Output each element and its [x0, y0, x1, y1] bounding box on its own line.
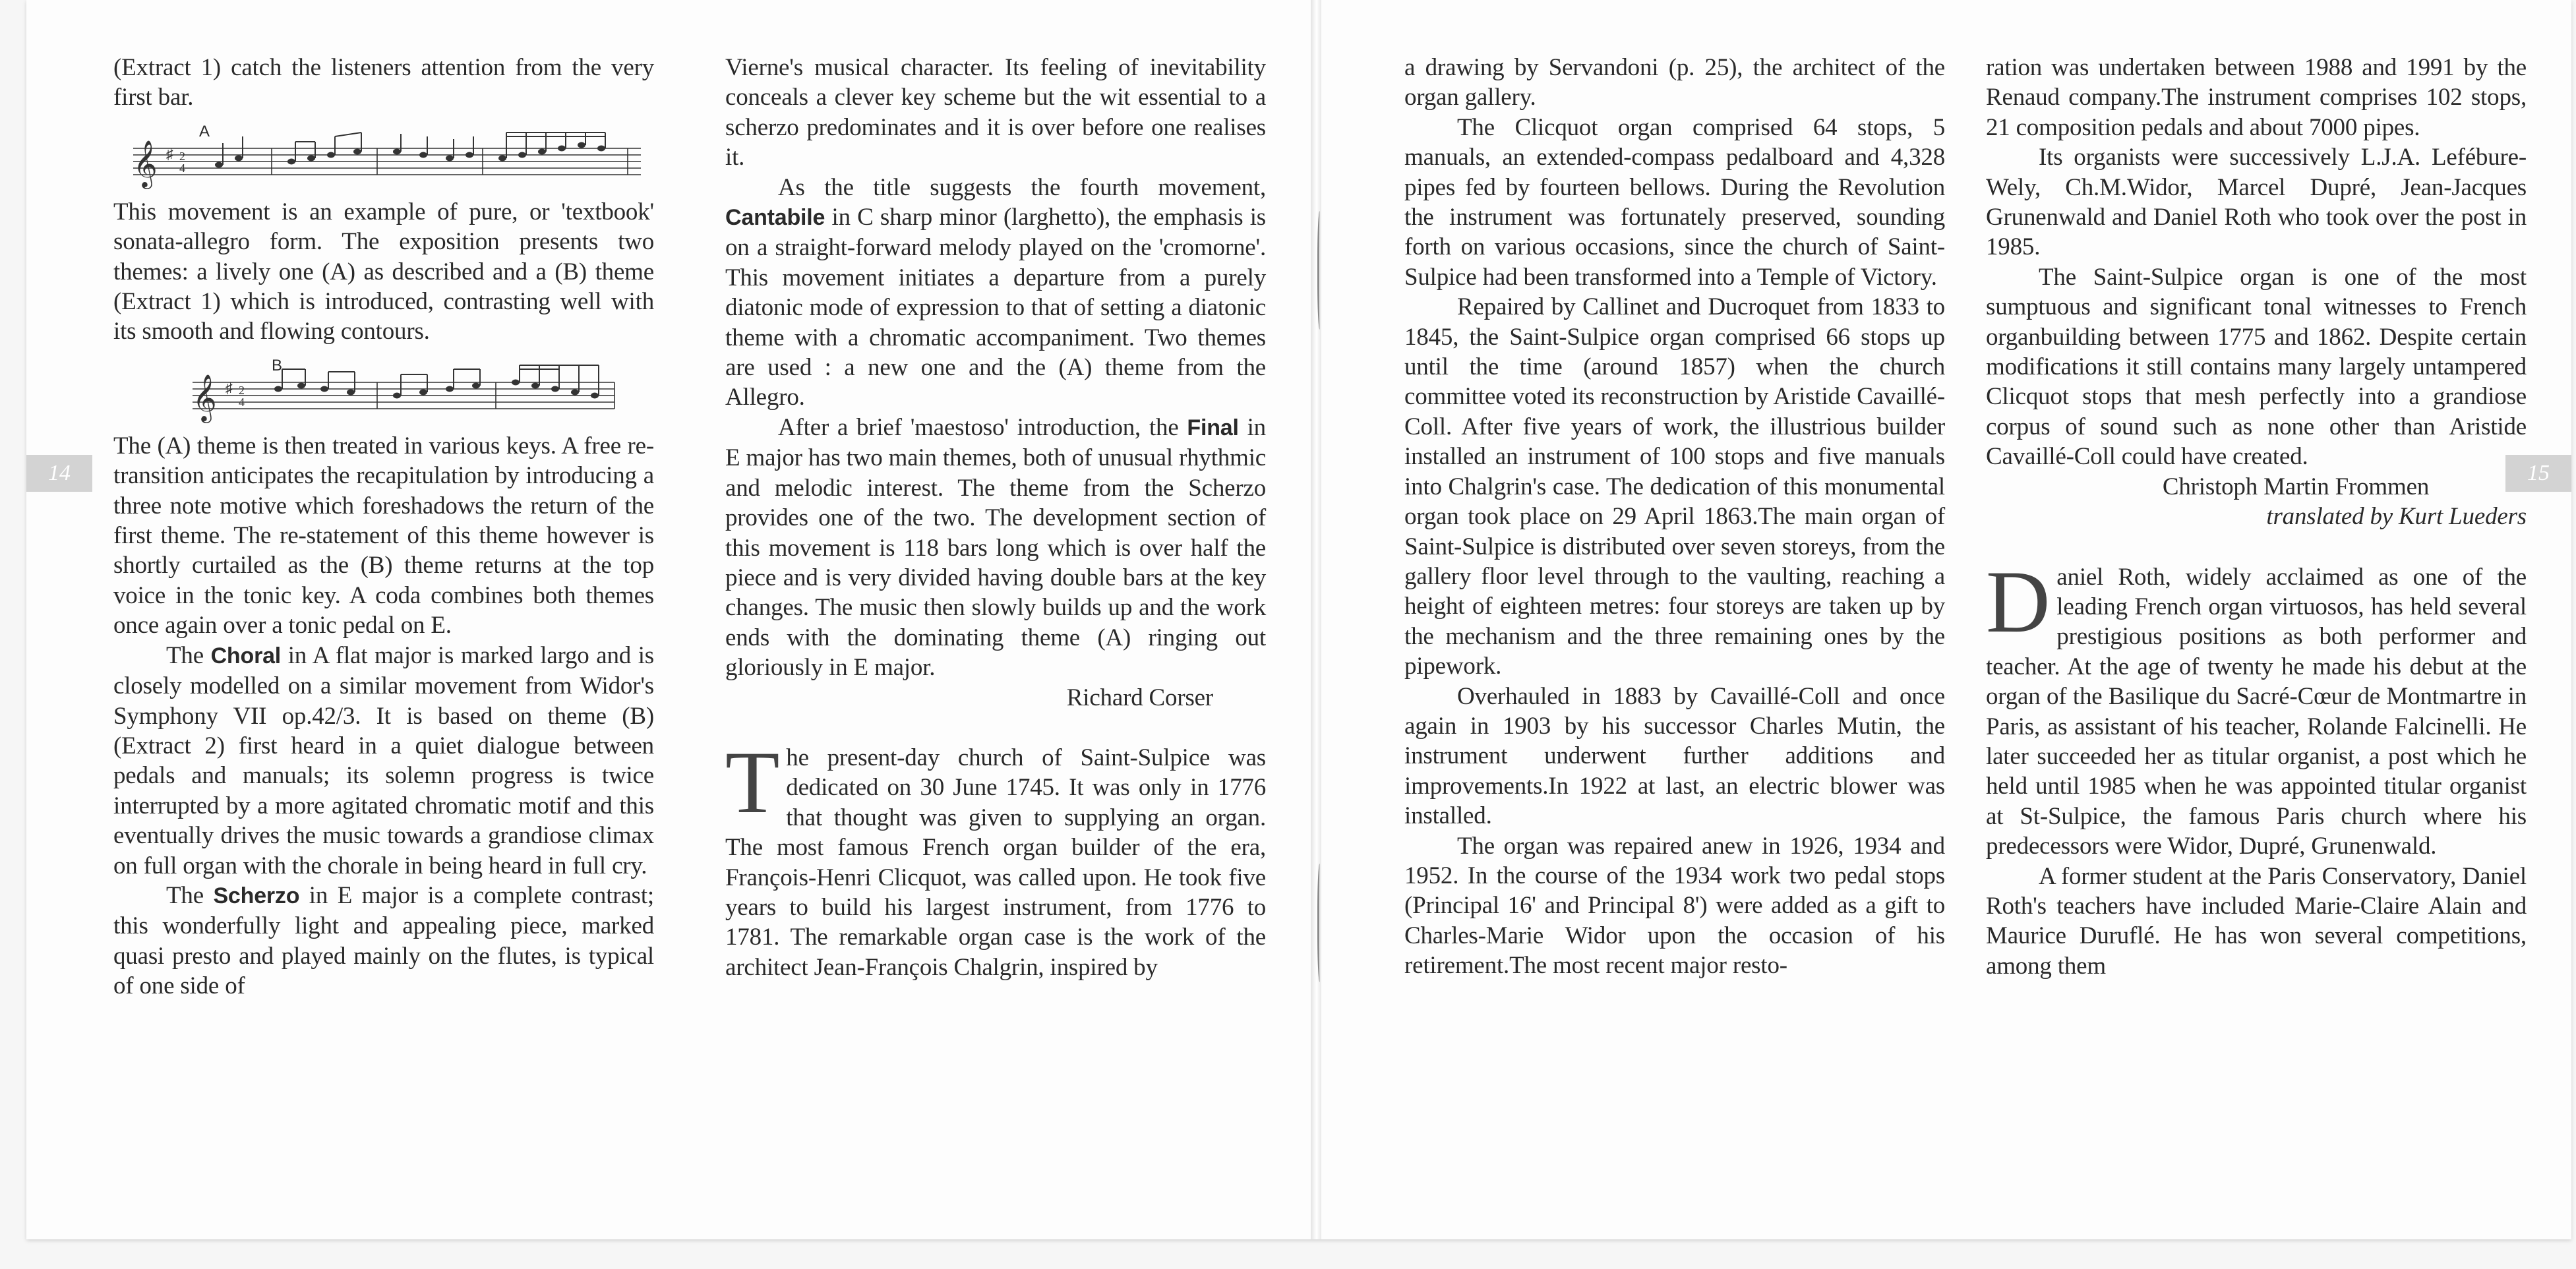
col4-p4-text: aniel Roth, widely acclaimed as one of the leading French organ virtuosos, has held several prestigious positions as both performer and teacher. At the age of twenty he made his debut at the organ of the Basilique du Sacré-Cœur de Montmartre in Paris, as assistant of his teacher, Rolande Falcinelli. He later succeeded her as titular organist, a post which he held until 1985 when he was appointed titular organist at St-Sulpice, the famous Paris church where his predecessors were Widor, Dupré, Grunenwald.: [1986, 563, 2527, 860]
col3-paragraph-1: a drawing by Servandoni (p. 25), the architect of the organ gallery.: [1404, 54, 1945, 111]
col1-p4-pre: The: [166, 641, 211, 669]
dropcap-d: D: [1986, 552, 2051, 651]
col1-paragraph-1: (Extract 1) catch the listeners attention from the very first bar.: [113, 54, 654, 111]
col1-paragraph-3: The (A) theme is then treated in various keys. A free re-transition anticipates the recapitulation by introducing a three note motive which foreshadows the return of the first theme. The re-statement of this theme however is shortly curtailed as the (B) theme returns at the top voice in the tonic key. A coda combines both themes once again over a tonic pedal on E.: [113, 432, 654, 639]
svg-text:2: 2: [239, 383, 245, 397]
scherzo-heading: Scherzo: [213, 883, 300, 908]
col4-paragraph-3: The Saint-Sulpice organ is one of the most sumptuous and significant tonal witnesses to French organbuilding between 1775 and 1862. Despite certain modifications it still contains many largely untampered Clicquot stops that mesh perfectly into a grandiose corpus of sound such as none other than Aristide Cavaillé-Coll could have created.: [1986, 263, 2527, 471]
col3-paragraph-2: The Clicquot organ comprised 64 stops, 5 manuals, an extended-compass pedalboard and 4,328 pipes fed by fourteen bellows. During the Revolution the instrument was fortunately preserved, sounding forth on various occasions, since the church of Saint-Sulpice had been transformed into a Temple of Victory.: [1404, 113, 1945, 291]
page-number-left: 14: [26, 455, 92, 492]
dropcap-t: T: [725, 733, 780, 832]
svg-text:𝄞: 𝄞: [133, 141, 158, 187]
signature-frommen: Christoph Martin Frommen: [2162, 473, 2430, 500]
music-extract-b: [113, 351, 654, 430]
final-heading: Final: [1187, 415, 1239, 440]
staff-b-svg: [113, 351, 654, 430]
choral-heading: Choral: [210, 643, 282, 668]
column-3: [1404, 53, 1945, 981]
col2-paragraph-1: Vierne's musical character. Its feeling of inevitability conceals a clever key scheme but the wit essential to a scherzo predominates and it is over before one realises it.: [725, 54, 1266, 171]
col1-p5-pre: The: [166, 881, 214, 909]
column-2: [725, 53, 1266, 982]
extract-b-label: B: [272, 356, 282, 374]
svg-text:♯: ♯: [225, 379, 233, 396]
staple-top: [1317, 211, 1323, 330]
col4-paragraph-5: A former student at the Paris Conservatory, Daniel Roth's teachers have included Marie-Claire Alain and Maurice Duruflé. He has won several competitions, among them: [1986, 862, 2527, 980]
col4-paragraph-4: [1986, 552, 2527, 862]
column-4: [1986, 53, 2527, 981]
staff-a-svg: [113, 117, 654, 196]
staple-bottom: [1317, 864, 1323, 982]
svg-text:4: 4: [239, 395, 245, 409]
col1-paragraph-5: [113, 881, 654, 1001]
col1-p5-post: in E major is a complete contrast; this wonderfully light and appealing piece, marked quasi presto and played mainly on the flutes, is typical of one side of: [113, 881, 655, 1000]
col2-p2-pre: As the title suggests the fourth movement,: [778, 173, 1266, 201]
col2-paragraph-3: [725, 413, 1266, 683]
col2-paragraph-2: [725, 173, 1266, 413]
col4-paragraph-2: Its organists were successively L.J.A. Lefébure-Wely, Ch.M.Widor, Marcel Dupré, Jean-Jacques Grunenwald and Daniel Roth who took over the post in 1985.: [1986, 144, 2527, 261]
booklet-spread: [26, 0, 2571, 1239]
svg-text:𝄞: 𝄞: [193, 375, 217, 421]
col1-p4-post: in A flat major is marked largo and is closely modelled on a similar movement from Widor's Symphony VII op.42/3. It is based on theme (B) (Extract 2) first heard in a quiet dialogue between pedals and manuals; its solemn progress is twice interrupted by a more agitated chromatic motif and this eventually drives the music towards a grandiose climax on full organ with the chorale in being heard in full cry.: [113, 641, 654, 879]
col3-paragraph-3: Repaired by Callinet and Ducroquet from 1833 to 1845, the Saint-Sulpice organ comprised 66 stops up until the time (around 1857) when the church committee voted its reconstruction by Aristide Cavaillé-Coll. After five years of work, the illustrious builder installed an instrument of 100 stops and five manuals into Chalgrin's case. The dedication of this monumental organ took place on 29 April 1863.The main organ of Saint-Sulpice is distributed over seven storeys, from the gallery floor level through to the vaulting, reaching a height of eighteen metres: four storeys are taken up by the mechanism and the three remaining ones by the pipework.: [1404, 293, 1945, 680]
col3-paragraph-5: The organ was repaired anew in 1926, 1934 and 1952. In the course of the 1934 work two pedal stops (Principal 16' and Principal 8') were added as a gift to Charles-Marie Widor upon the occasion of his retirement.The most recent major resto-: [1404, 832, 1945, 980]
svg-text:♯: ♯: [166, 145, 173, 162]
col2-paragraph-4: [725, 733, 1266, 982]
col3-paragraph-4: Overhauled in 1883 by Cavaillé-Coll and once again in 1903 by his successor Charles Mutin, the instrument underwent further additions and improvements.In 1922 at last, an electric blower was installed.: [1404, 682, 1945, 830]
svg-text:2: 2: [179, 149, 185, 163]
extract-a-label: A: [199, 122, 210, 140]
page-number-right: 15: [2505, 455, 2571, 492]
svg-text:4: 4: [179, 161, 185, 175]
music-extract-a: [113, 117, 654, 196]
col2-p4-text: he present-day church of Saint-Sulpice was dedicated on 30 June 1745. It was only in 1776 that thought was given to supplying an organ. The most famous French organ builder of the era, François-Henri Clicquot, was called upon. He took five years to build his largest instrument, from 1776 to 1781. The remarkable organ case is the work of the architect Jean-François Chalgrin, inspired by: [725, 744, 1266, 981]
col1-paragraph-2: This movement is an example of pure, or 'textbook' sonata-allegro form. The exposition presents two themes: a lively one (A) as described and a (B) theme (Extract 1) which is introduced, contrasting well with its smooth and flowing contours.: [113, 198, 654, 345]
col2-p3-pre: After a brief 'maestoso' introduction, the: [778, 413, 1187, 441]
col2-p3-post: in E major has two main themes, both of unusual rhythmic and melodic interest. The theme from the Scherzo provides one of the two. The development section of this movement is 118 bars long which is over half the piece and is very divided having double bars at the key changes. The music then slowly builds up and the work ends with the dominating theme (A) ringing out gloriously in E major.: [725, 413, 1266, 682]
translator-credit: translated by Kurt Lueders: [2266, 503, 2527, 531]
cantabile-heading: Cantabile: [725, 205, 825, 231]
column-1: [113, 53, 654, 1001]
col4-paragraph-1: ration was undertaken between 1988 and 1991 by the Renaud company.The instrument comprises 102 stops, 21 composition pedals and about 7000 pipes.: [1986, 54, 2527, 141]
signature-corser: Richard Corser: [1066, 684, 1213, 711]
col1-paragraph-4: [113, 641, 654, 881]
page-gutter: [1311, 0, 1321, 1239]
col2-p2-post: in C sharp minor (larghetto), the emphasis is on a straight-forward melody played on the 'cromorne'. This movement initiates a departure from a purely diatonic mode of expression to that of setting a diatonic theme with a chromatic accompaniment. Two themes are used : a new one and the (A) theme from the Allegro.: [725, 204, 1266, 411]
